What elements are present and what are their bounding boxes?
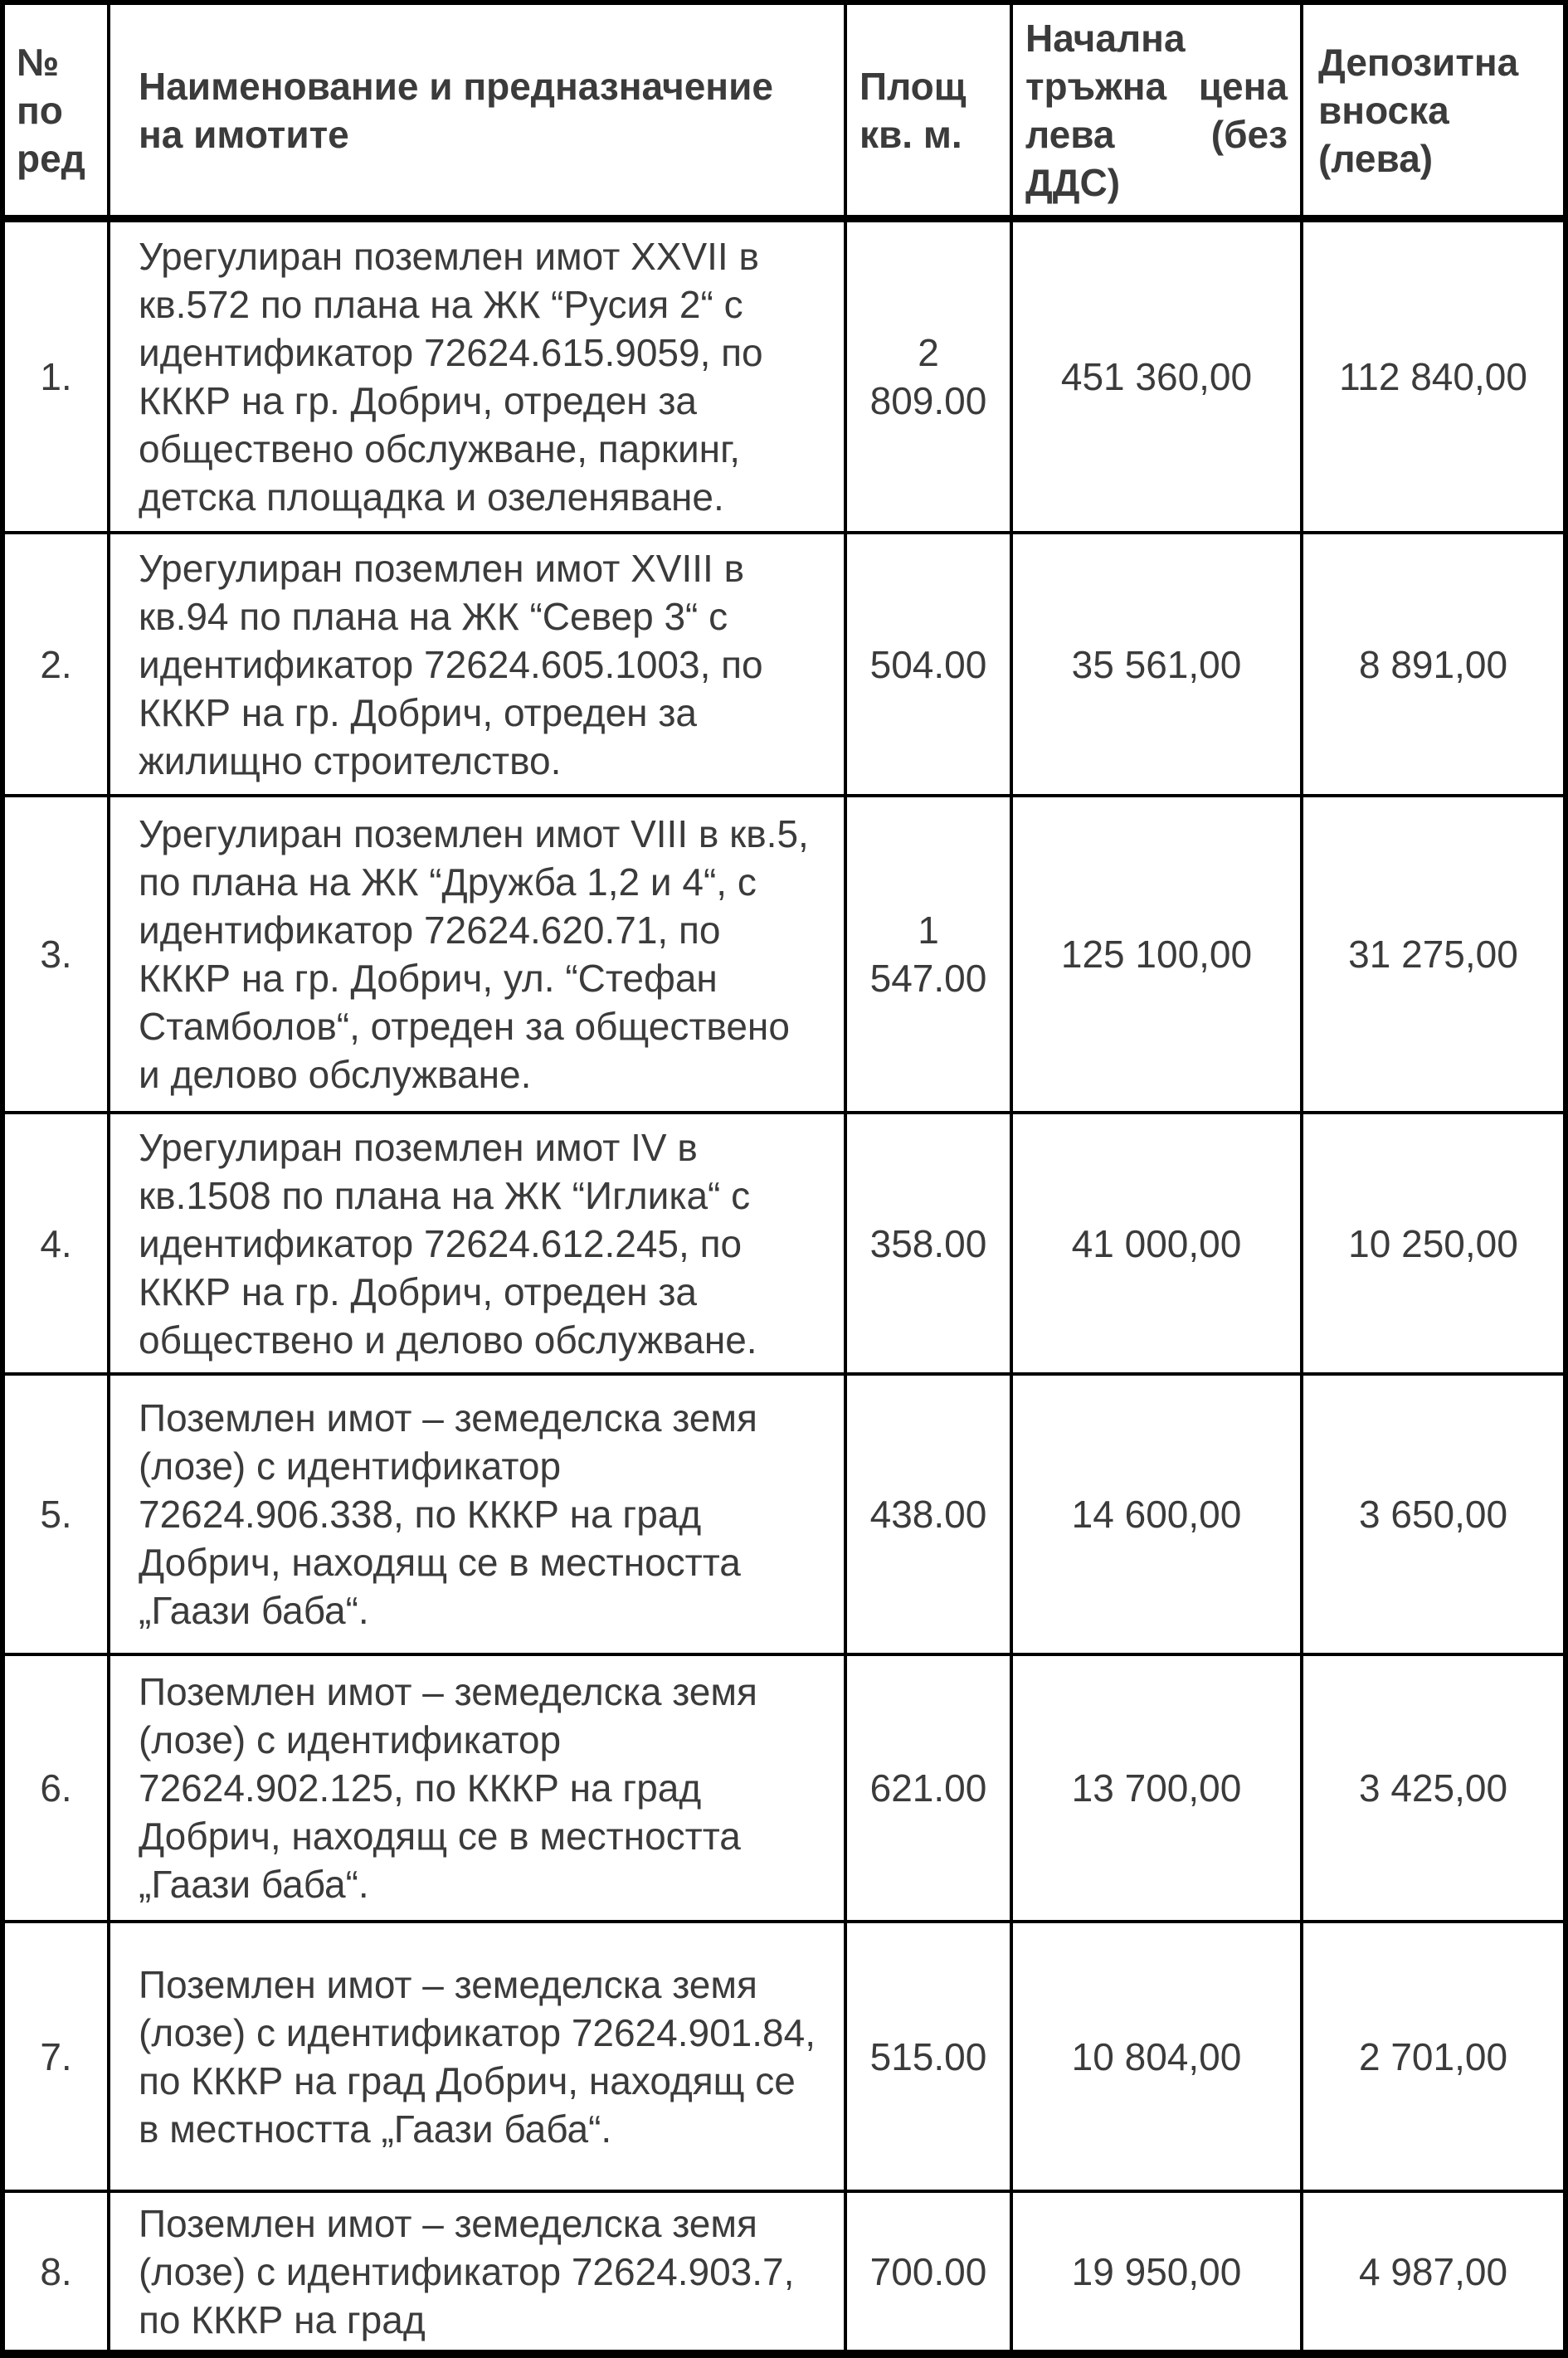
row-1-price-cell (1013, 222, 1303, 534)
row-8-name: Поземлен имот – земеделска земя (лозе) с идентификатор 72624.903.7, по КККР на град (139, 2201, 795, 2341)
row-4-name: Урегулиран поземлен имот IV в кв.1508 по плана на ЖК “Иглика“ с идентификатор 72624.612.245, по КККР на гр. Добрич, отреден за обществено и делово обслужване. (139, 1125, 757, 1362)
row-4-number-cell (5, 1114, 110, 1376)
row-2-price: 35 561,00 (1071, 642, 1242, 686)
row-6-name: Поземлен имот – земеделска земя (лозе) с идентификатор 72624.902.125, по КККР на град Добрич, находящ се в местността „Гаази баба“. (139, 1670, 757, 1906)
row-5-name: Поземлен имот – земеделска земя (лозе) с идентификатор 72624.906.338, по КККР на град Добрич, находящ се в местността „Гаази баба“. (139, 1396, 757, 1632)
row-5-deposit: 3 650,00 (1358, 1493, 1508, 1536)
row-6-price-cell (1013, 1656, 1303, 1923)
row-8-area-cell (847, 2193, 1013, 2353)
row-6-area-cell (847, 1656, 1013, 1923)
header-price-label: Начална тръжна цена лева (без ДДС) (1025, 16, 1288, 204)
row-8-price: 19 950,00 (1071, 2249, 1242, 2293)
row-7-price: 10 804,00 (1071, 2034, 1242, 2078)
header-area-label: Площ кв. м. (859, 64, 967, 156)
row-7-deposit: 2 701,00 (1358, 2034, 1508, 2078)
row-7-area: 515.00 (869, 2034, 987, 2078)
row-1-area: 2 809.00 (869, 331, 987, 422)
row-3-deposit: 31 275,00 (1348, 933, 1518, 976)
row-4-area: 358.00 (869, 1221, 987, 1265)
row-3-name: Урегулиран поземлен имот VIII в кв.5, по плана на ЖК “Дружба 1,2 и 4“, с идентификатор 72624.620.71, по КККР на гр. Добрич, ул. “Стефан Стамболов“, отреден за обществено и делово обслужване. (139, 812, 809, 1096)
row-3-price-cell (1013, 797, 1303, 1114)
header-cell-area (847, 5, 1013, 222)
row-6-number-cell (5, 1656, 110, 1923)
row-8-name-cell (110, 2193, 847, 2353)
header-number-label: № по ред (17, 40, 85, 180)
row-4-price: 41 000,00 (1071, 1221, 1242, 1265)
row-3-area-cell (847, 797, 1013, 1114)
row-2-deposit: 8 891,00 (1358, 642, 1508, 686)
row-7-deposit-cell (1303, 1923, 1563, 2193)
row-8-number: 8. (40, 2249, 72, 2293)
row-1-number: 1. (40, 355, 72, 398)
row-5-price-cell (1013, 1376, 1303, 1656)
row-7-price-cell (1013, 1923, 1303, 2193)
row-4-deposit-cell (1303, 1114, 1563, 1376)
row-6-area: 621.00 (869, 1766, 987, 1810)
row-8-area: 700.00 (869, 2249, 987, 2293)
row-7-name: Поземлен имот – земеделска земя (лозе) с идентификатор 72624.901.84, по КККР на град Добрич, находящ се в местността „Гаази баба“. (139, 1962, 816, 2151)
row-4-deposit: 10 250,00 (1348, 1221, 1518, 1265)
row-6-deposit-cell (1303, 1656, 1563, 1923)
row-4-name-cell (110, 1114, 847, 1376)
row-7-area-cell (847, 1923, 1013, 2193)
header-name-label: Наименование и предназначение на имотите (139, 64, 773, 156)
row-1-deposit: 112 840,00 (1339, 355, 1527, 398)
row-4-area-cell (847, 1114, 1013, 1376)
row-3-area: 1 547.00 (869, 909, 987, 1000)
row-1-number-cell (5, 222, 110, 534)
row-8-number-cell (5, 2193, 110, 2353)
header-deposit-label: Депозитна вноска (лева) (1318, 40, 1519, 180)
row-2-price-cell (1013, 534, 1303, 797)
header-cell-price (1013, 5, 1303, 222)
row-1-deposit-cell (1303, 222, 1563, 534)
row-8-price-cell (1013, 2193, 1303, 2353)
row-3-number: 3. (40, 933, 72, 976)
row-2-area-cell (847, 534, 1013, 797)
row-2-name: Урегулиран поземлен имот XVIII в кв.94 по плана на ЖК “Север 3“ с идентификатор 72624.605.1003, по КККР на гр. Добрич, отреден за жилищно строителство. (139, 546, 763, 782)
row-2-number-cell (5, 534, 110, 797)
row-3-price: 125 100,00 (1060, 933, 1253, 976)
row-5-area: 438.00 (869, 1493, 987, 1536)
header-cell-name (110, 5, 847, 222)
row-2-name-cell (110, 534, 847, 797)
row-8-deposit: 4 987,00 (1358, 2249, 1508, 2293)
row-5-deposit-cell (1303, 1376, 1563, 1656)
row-2-area: 504.00 (869, 642, 987, 686)
row-7-number: 7. (40, 2034, 72, 2078)
row-7-number-cell (5, 1923, 110, 2193)
row-1-area-cell (847, 222, 1013, 534)
row-5-price: 14 600,00 (1071, 1493, 1242, 1536)
row-1-name: Урегулиран поземлен имот XXVII в кв.572 по плана на ЖК “Русия 2“ с идентификатор 72624.615.9059, по КККР на гр. Добрич, отреден за обществено обслужване, паркинг, детска площадка и озеленяване. (139, 235, 763, 519)
row-3-deposit-cell (1303, 797, 1563, 1114)
row-6-number: 6. (40, 1766, 72, 1810)
row-4-price-cell (1013, 1114, 1303, 1376)
row-6-deposit: 3 425,00 (1358, 1766, 1508, 1810)
row-1-name-cell (110, 222, 847, 534)
row-2-number: 2. (40, 642, 72, 686)
row-3-name-cell (110, 797, 847, 1114)
row-8-deposit-cell (1303, 2193, 1563, 2353)
row-6-name-cell (110, 1656, 847, 1923)
row-5-name-cell (110, 1376, 847, 1656)
row-4-number: 4. (40, 1221, 72, 1265)
header-cell-number (5, 5, 110, 222)
row-5-number-cell (5, 1376, 110, 1656)
row-5-area-cell (847, 1376, 1013, 1656)
row-7-name-cell (110, 1923, 847, 2193)
header-cell-deposit (1303, 5, 1563, 222)
row-1-price: 451 360,00 (1060, 355, 1253, 398)
row-2-deposit-cell (1303, 534, 1563, 797)
row-6-price: 13 700,00 (1071, 1766, 1242, 1810)
row-5-number: 5. (40, 1493, 72, 1536)
row-3-number-cell (5, 797, 110, 1114)
